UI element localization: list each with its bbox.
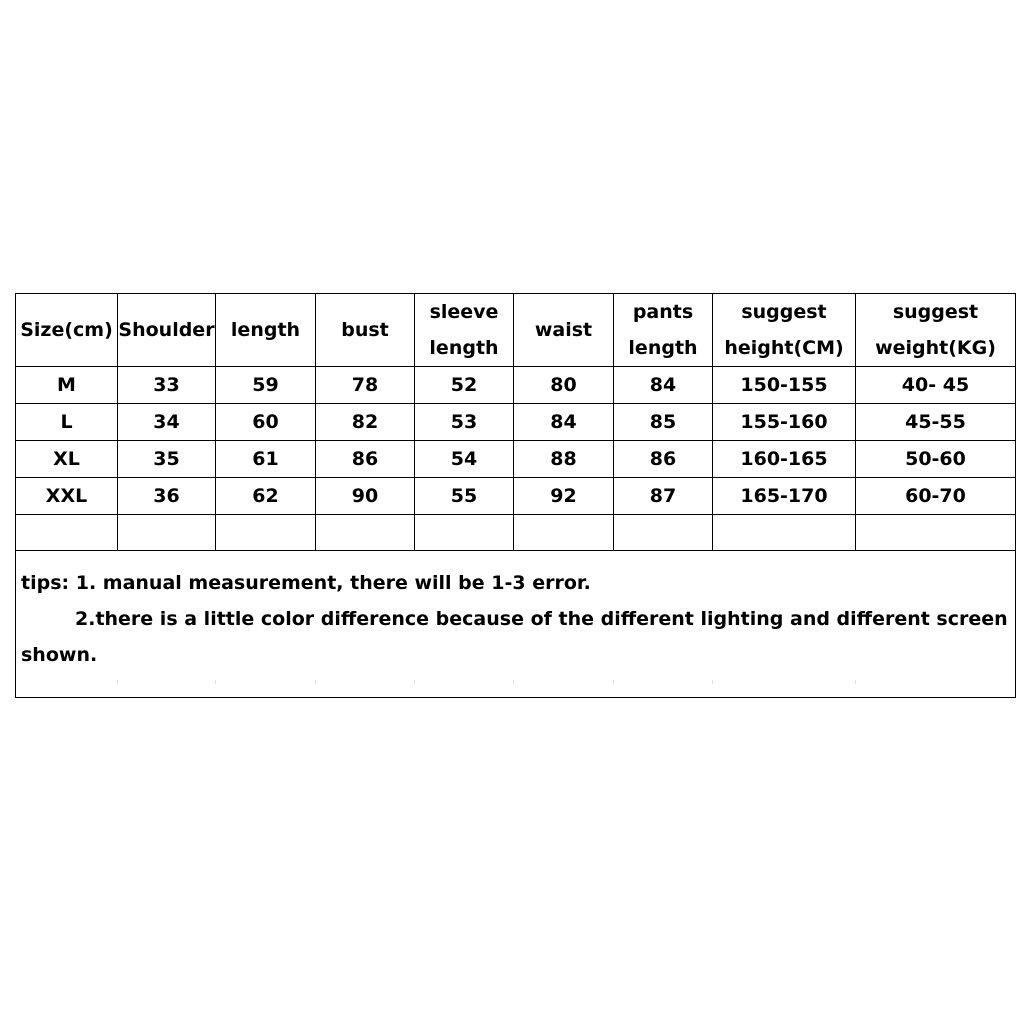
table-cell: 50-60 [856, 441, 1016, 478]
blank-cell [216, 515, 316, 551]
size-chart-table [15, 293, 1016, 698]
size-label-cell: XL [16, 441, 118, 478]
blank-cell [614, 515, 713, 551]
table-cell: 150-155 [713, 367, 856, 404]
table-cell: 35 [118, 441, 216, 478]
blank-row [16, 515, 1016, 551]
size-label-cell: XXL [16, 478, 118, 515]
table-row [16, 404, 1016, 441]
size-label-cell: M [16, 367, 118, 404]
header-cell [514, 294, 614, 367]
table-cell: 60 [216, 404, 316, 441]
header-text: Size(cm) [20, 319, 113, 341]
tips-row [16, 551, 1016, 698]
table-cell: 86 [614, 441, 713, 478]
faint-column-ticks [15, 680, 1015, 686]
table-row [16, 441, 1016, 478]
faint-tick [855, 680, 856, 684]
header-row [16, 294, 1016, 367]
size-label-cell: L [16, 404, 118, 441]
table-cell: 90 [316, 478, 415, 515]
table-row [16, 367, 1016, 404]
header-cell [713, 294, 856, 367]
table-cell: 88 [514, 441, 614, 478]
tips-cell [16, 551, 1016, 698]
table-cell: 85 [614, 404, 713, 441]
header-text: length [628, 337, 698, 359]
blank-cell [713, 515, 856, 551]
table-cell: 84 [514, 404, 614, 441]
header-text: pants [632, 301, 694, 323]
table-cell: 62 [216, 478, 316, 515]
table-cell: 33 [118, 367, 216, 404]
table-cell: 52 [415, 367, 514, 404]
blank-cell [16, 515, 118, 551]
table-cell: 160-165 [713, 441, 856, 478]
table-cell: 78 [316, 367, 415, 404]
table-cell: 61 [216, 441, 316, 478]
table-cell: 165-170 [713, 478, 856, 515]
table-cell: 40- 45 [856, 367, 1016, 404]
table-row [16, 478, 1016, 515]
table-cell: 54 [415, 441, 514, 478]
table-cell: 45-55 [856, 404, 1016, 441]
faint-tick [513, 680, 514, 684]
table-cell: 87 [614, 478, 713, 515]
header-text: Shoulder [118, 319, 215, 341]
table-cell: 80 [514, 367, 614, 404]
header-text: suggest [892, 301, 979, 323]
header-text: waist [534, 319, 593, 341]
faint-tick [613, 680, 614, 684]
blank-cell [415, 515, 514, 551]
header-text: weight(KG) [875, 337, 996, 359]
blank-cell [514, 515, 614, 551]
blank-cell [118, 515, 216, 551]
table-cell: 36 [118, 478, 216, 515]
table-cell: 86 [316, 441, 415, 478]
table-cell: 155-160 [713, 404, 856, 441]
header-cell [856, 294, 1016, 367]
table-cell: 92 [514, 478, 614, 515]
header-cell [316, 294, 415, 367]
table-cell: 84 [614, 367, 713, 404]
header-cell [118, 294, 216, 367]
tips-line-2: 2.there is a little color difference because of the different lighting and different screen [75, 608, 1008, 630]
header-text: bust [341, 319, 389, 341]
table-cell: 53 [415, 404, 514, 441]
header-text: suggest [741, 301, 827, 323]
faint-tick [117, 680, 118, 684]
blank-cell [316, 515, 415, 551]
faint-tick [215, 680, 216, 684]
table-cell: 60-70 [856, 478, 1016, 515]
table-cell: 82 [316, 404, 415, 441]
header-cell [614, 294, 713, 367]
faint-tick [414, 680, 415, 684]
header-text: height(CM) [724, 337, 844, 359]
header-text: length [230, 319, 301, 341]
header-cell [415, 294, 514, 367]
header-text: sleeve [429, 301, 499, 323]
blank-cell [856, 515, 1016, 551]
table-body [16, 294, 1016, 698]
faint-tick [712, 680, 713, 684]
header-cell [216, 294, 316, 367]
faint-tick [315, 680, 316, 684]
table-cell: 59 [216, 367, 316, 404]
table-cell: 55 [415, 478, 514, 515]
header-cell [16, 294, 118, 367]
table-cell: 34 [118, 404, 216, 441]
header-text: length [429, 337, 499, 359]
tips-line-1: tips: 1. manual measurement, there will be 1-3 error. [21, 572, 591, 594]
tips-line-3: shown. [21, 644, 98, 666]
